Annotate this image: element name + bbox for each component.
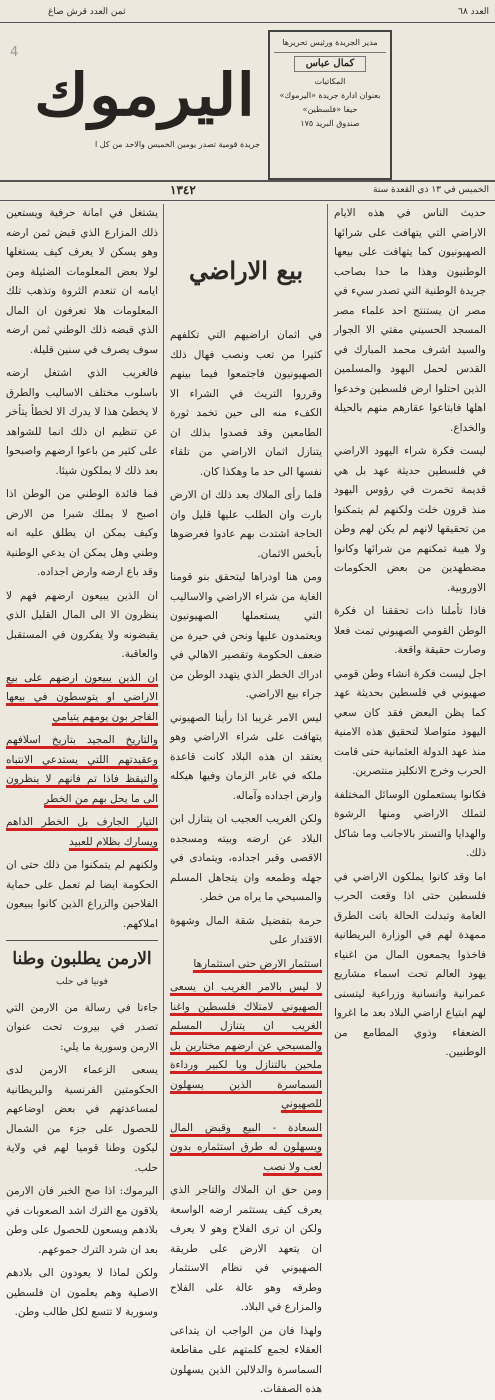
top-rule: [0, 22, 495, 23]
issue-number: العدد ٦٨: [458, 7, 489, 17]
paragraph: يشتغل في امانة حرفية ويستعين ذلك المزارع الذي قبض ثمن ارضه وهو يسكن لا يعرف كيف يستغلها لولا بعض المعلومات الضئيلة ومن ايامه ان تنعدم الثروة وتذهب تلك المعلومات هلا تعرفون ان المال الذي قبضه ذلك الوطني ثمن ارضه سوف يصرف في سنين قليلة.: [6, 207, 158, 356]
dateline-rule: [0, 200, 495, 201]
paragraph: ان الذين يبيعون ارضهم فهم لا ينظرون الا الى المال القليل الذي يقبضونه ولا يفكرون في المستقبل والعاقبة.: [6, 589, 158, 660]
paragraph: فكانوا يستعملون الوسائل المختلفة لتملك الاراضي ومنها الرشوة والهدايا والتستر بالاجانب وما شاكل ذلك.: [334, 788, 486, 859]
article-column-left: [2, 204, 162, 1318]
info-line: المكاتيات: [314, 77, 346, 86]
dateline: [150, 184, 489, 198]
paragraph: يسعى الزعماء الارمن لدى الحكومتين الفرنسية والبريطانية لمساعدتهم في بعض اوضاعهم للحصول على جزء من الشمال ليكون وطنا قوميا لهم في ولاية حلب.: [6, 1064, 158, 1174]
paragraph: ولكن الغريب العجيب ان يتنازل ابن البلاد عن ارضه وبيته ومسجده الاقصى وقبر اجداده، ويتمادى في جهله وطمعه وان يتجاهل المسلم والمسيحي ما يراه من خطر.: [170, 813, 322, 903]
highlighted-passage: [6, 813, 158, 852]
paragraph: ومن هنا اودراها ليتحقق بنو قومنا الغاية من شراء الاراضي والاساليب التي يستعملها الصهيونيون ويعتمدون عليها ونحن في حيرة من ضعف الحكومة وتقصير الاهالي في ادراك الخطر الذي يتهدد الوطن من جراء بيع الاراضي.: [170, 571, 322, 700]
highlighted-passage: [6, 669, 158, 728]
paragraph: فما فائدة الوطني من الوطن اذا اصبح لا يملك شبرا من الارض وكيف يمكن ان يطلق عليه انه وطني وهل يمكن ان يدعي الوطنية وقد باع ارضه وارض اجداده.: [6, 488, 158, 578]
masthead-motto: جريدة قومية تصدر يومين الخميس والاحد من كل ا: [95, 140, 260, 149]
paragraph: اجل ليست فكرة انشاء وطن قومي صهيوني في فلسطين بحديثة عهد كما يظن البعض فقد كان سعي اليهود متواصلا لتحقيق هذه الامنية منذ عهد الدولة العثمانية حتى قامت الحرب وخرج الانكليز منتصرين.: [334, 667, 486, 777]
paragraph: حديث الناس في هذه الايام الاراضي التي يتهافت على شرائها الصهيونيون كما يتهافت على بيعها الوطنيون وهذا ما حدا بصاحب جريدة الوطنية التي تصدر سيء في مصر ان يستنتج احد علماء مصر المسجد الحسيني مفتي الا الجوار والسيد اشرف محمد المبارك في القدس لحمل البهود والمسلمين الذين احتلوا ارض فلسطين وخدعوا اهلها فابتاعوا عقارهم منهم بالحيلة والخداع.: [334, 207, 486, 434]
publisher-info-box: [268, 30, 392, 180]
article-column-middle: [166, 204, 326, 1395]
highlighted-text: ان الذين يبيعون ارضهم على بيع الاراضي او يتوسطون في بيعها الفاجر بون يومهم يتيامي: [6, 672, 158, 726]
highlighted-text: استثمار الارض حتى استثمارها: [193, 958, 322, 973]
paragraph: ولهذا فان من الواجب ان يتداعى العقلاء لجمع كلمتهم على مقاطعة السماسرة والدلالين الذين يسهلون هذه الصفقات.: [170, 1324, 322, 1395]
paragraph: ليست فكرة شراء اليهود الاراضي في فلسطين حديثة عهد بل هي قديمة تخمرت في رؤوس اليهود منذ قرون خلت ولكنهم لم يتمكنوا من تحقيقها لانهم لم يكن لهم وطن ولا هيبة تمكنهم من شرائها وكانوا مضطهدين من بعض الحكومات الاوروبية.: [334, 445, 486, 594]
manager-label: مدير الجريدة ورئيس تحريرها: [274, 36, 386, 53]
paragraph: فلما رأى الملاك بعد ذلك ان الارض بارت وان الطلب عليها قليل وان الحاجة اشتدت بهم عادوا فعرضوها بأبخس الاثمان.: [170, 489, 322, 560]
paragraph: حرمة بتفضيل شقة المال وشهوة الاقتدار على: [170, 914, 322, 946]
highlighted-text: السعادة - البيع وقبض المال ويسهلون له طرق استثماره بدون لعب ولا نصب: [170, 1122, 322, 1176]
info-line: بعنوان ادارة جريدة «اليرموك»: [279, 91, 381, 100]
date-text: الخميس في ١٣ ذي القعدة سنة: [373, 185, 489, 195]
article-separator: [6, 940, 158, 941]
year-text: ١٣٤٢: [170, 183, 196, 197]
highlighted-passage: [170, 978, 322, 1115]
article-column-right: [330, 204, 490, 1200]
info-line: حيفا «فلسطين»: [302, 105, 358, 114]
corner-mark: 4: [10, 45, 19, 60]
paragraph: ولكن لماذا لا يعودون الى بلادهم الاصلية وهم يعلمون ان فلسطين وسورية لا تتسع لكل طالب وطن.: [6, 1267, 158, 1318]
paragraph: فالغريب الذي اشتغل ارضه باسلوب مختلف الاساليب والطرق لا يخطئ هذا لا يدرك الا لخطأ يتأخر عن تنظيم ان ذلك انما للشواهد على كثير من باعوا ارضهم واصبحوا بعد ذلك لا يملكون شيئا.: [6, 367, 158, 477]
editor-name: كمال عباس: [294, 56, 366, 72]
highlighted-passage: [6, 731, 158, 809]
column-rule: [163, 204, 164, 1200]
highlighted-passage: [170, 1119, 322, 1178]
price-note: ثمن العدد قرش صاغ: [48, 7, 126, 17]
article2-byline: فونيا في حلب: [56, 977, 108, 987]
highlighted-passage: [170, 955, 322, 975]
paragraph: فاذا تأملنا ذات تحققنا ان فكرة الوطن القومي الصهيوني تمت فعلا وصارت حقيقة واقعة.: [334, 605, 486, 656]
article2-headline: الارمن يطلبون وطنا: [12, 949, 152, 969]
paragraph: اما وقد كانوا يملكون الاراضي في فلسطين حتى اذا وقعت الحرب العامة وتبدلت الحالة باتت الطرق ممهدة لهم في الوزارة البريطانية فاخذوا يجمعون المال من اغنياء يهود العالم تحت اسماء مشاريع عمرانية وانسانية وزراعية ليتسنى لهم ابتياع اراضي البلاد بعد ما اغروا الضعفاء وذوي المطامع من الوطنيين.: [334, 870, 486, 1058]
paragraph: اليرموك: اذا صح الخبر فان الارمن يلاقون مع الترك اشد الصعوبات في بلادهم ويسعون للحصول على وطن بعد ان شرد الترك جموعهم.: [6, 1185, 158, 1256]
paragraph: ومن حق ان الملاك والتاجر الذي يعرف كيف يستثمر ارضه الواسعة ولكن ان ترى الفلاح وهو لا يعرف ان يتعهد الارض على طريقة الصهيوني في نظام الاستثمار وطرقه وهو عالة على الفلاح والمزارع في البلاد.: [170, 1184, 322, 1313]
highlighted-text: لا ليس بالامر الغريب ان يسعى الصهيوني لامتلاك فلسطين واغنا الغريب ان يتنازل المسلم والمسيحي عن ارضهم مختارين بل ملحين بالتنازل ويا لكبير ورداءة السماسرة الذين يسهلون للصهيوني: [170, 981, 322, 1113]
masthead-rule: [0, 180, 495, 182]
highlighted-text: والتاريخ المجيد بتاريخ اسلافهم وعقيدتهم اللتي يستدعي الانتباه والتيقظ فاذا تم فانهم لا ينظرون الى ما يحل بهم من الخطر: [6, 734, 158, 808]
paragraph: في اثمان اراضيهم التي تكلفهم كثيرا من تعب ونصب فهال ذلك الصهيونيون فاجتمعوا فيما بينهم وقرروا التريث في الشراء الا الكفء منه الى حين تخمد ثورة الطامعين وقد قصدوا بذلك ان يتنازل اثمان الاراضي من تلقاء نفسها الى حد ما وهكذا كان.: [170, 329, 322, 478]
info-line: صندوق البريد ١٧٥: [300, 119, 360, 128]
column-rule: [327, 204, 328, 1200]
article-headline: بيع الاراضي: [188, 256, 304, 285]
highlighted-text: التيار الجارف بل الخطر الداهم ويسارك بظلام للعبيد: [6, 816, 158, 851]
paragraph: ليس الامر غريبا اذا رأينا الصهيوني يتهافت على شراء الاراضي وهو يعتقد ان هذه البلاد كانت قاعدة ملكه في غابر الزمان وفيها هيكله وارض اجداده وآماله.: [170, 711, 322, 802]
paragraph: ولكنهم لم يتمكنوا من ذلك حتى ان الحكومة ايضا لم تعمل على حماية الفلاحين والزراع الذين كانوا يبيعون املاكهم.: [6, 859, 158, 930]
paragraph: جاءنا في رسالة من الارمن التي تصدر في بيروت تحت عنوان الارمن وسورية ما يلي:: [6, 1001, 158, 1053]
masthead-title: اليرموك: [34, 61, 256, 129]
